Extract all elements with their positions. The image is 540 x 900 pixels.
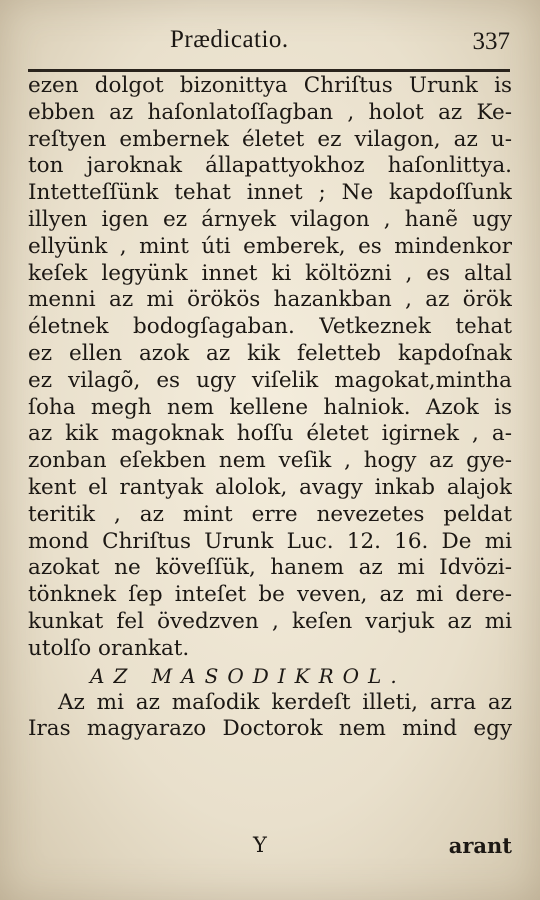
text-line: ebben az haſonlatoſſagban , holot az Ke- [28, 99, 512, 125]
text-line: tönknek ſep inteſet be veven, az mi dere- [28, 582, 512, 608]
text-line: ez vilagõ, es ugy viſelik magokat,mintha [28, 367, 512, 393]
text-line: zonban eſekben nem veſik , hogy az gye- [28, 448, 512, 474]
header-rule [28, 69, 510, 72]
catchword: arant [448, 833, 512, 858]
text-line: azokat ne köveſſük, hanem az mi Idvözi- [28, 555, 512, 581]
text-line: menni az mi örökös hazankban , az örök [28, 287, 512, 313]
section-heading: AZ MASODIKROL. [90, 663, 406, 688]
page-header [30, 26, 510, 66]
text-line: ellyünk , mint úti emberek, es mindenkor [28, 233, 512, 259]
text-line: ez ellen azok az kik feletteb kapdoſnak [28, 340, 512, 366]
text-line: ezen dolgot bizonittya Chriſtus Urunk is [28, 73, 512, 98]
body-text [28, 73, 512, 743]
text-line: teritik , az mint erre nevezetes peldat [28, 501, 512, 527]
page-number: 337 [472, 28, 510, 55]
text-line: Intetteſſünk tehat innet ; Ne kapdoſſunk [28, 180, 512, 206]
text-line: illyen igen ez árnyek vilagon , hanẽ ugy [28, 206, 512, 232]
text-line: az kik magoknak hoſſu életet igirnek , a- [28, 421, 512, 447]
page-footer [28, 833, 512, 861]
text-line: életnek bodogſagaban. Vetkeznek tehat [28, 314, 512, 340]
text-line: Iras magyarazo Doctorok nem mind egy [28, 716, 512, 742]
text-line: kent el rantyak alolok, avagy inkab alajok [28, 474, 512, 500]
text-line: kunkat fel övedzven , keſen varjuk az mi [28, 608, 512, 634]
text-line: reſtyen embernek életet ez vilagon, az u- [28, 126, 512, 152]
text-line: keſek legyünk innet ki költözni , es altal [28, 260, 512, 286]
text-line: utolſo orankat. [28, 635, 190, 661]
running-title: Prædicatio. [170, 26, 289, 53]
signature-mark: Y [253, 833, 267, 857]
text-line: ton jaroknak állapattyokhoz haſonlittya. [28, 153, 512, 179]
text-line: Az mi az maſodik kerdeſt illeti, arra az [58, 689, 512, 715]
text-line: mond Chriſtus Urunk Luc. 12. 16. De mi [28, 528, 512, 554]
text-line: ſoha megh nem kellene halniok. Azok is [28, 394, 512, 420]
